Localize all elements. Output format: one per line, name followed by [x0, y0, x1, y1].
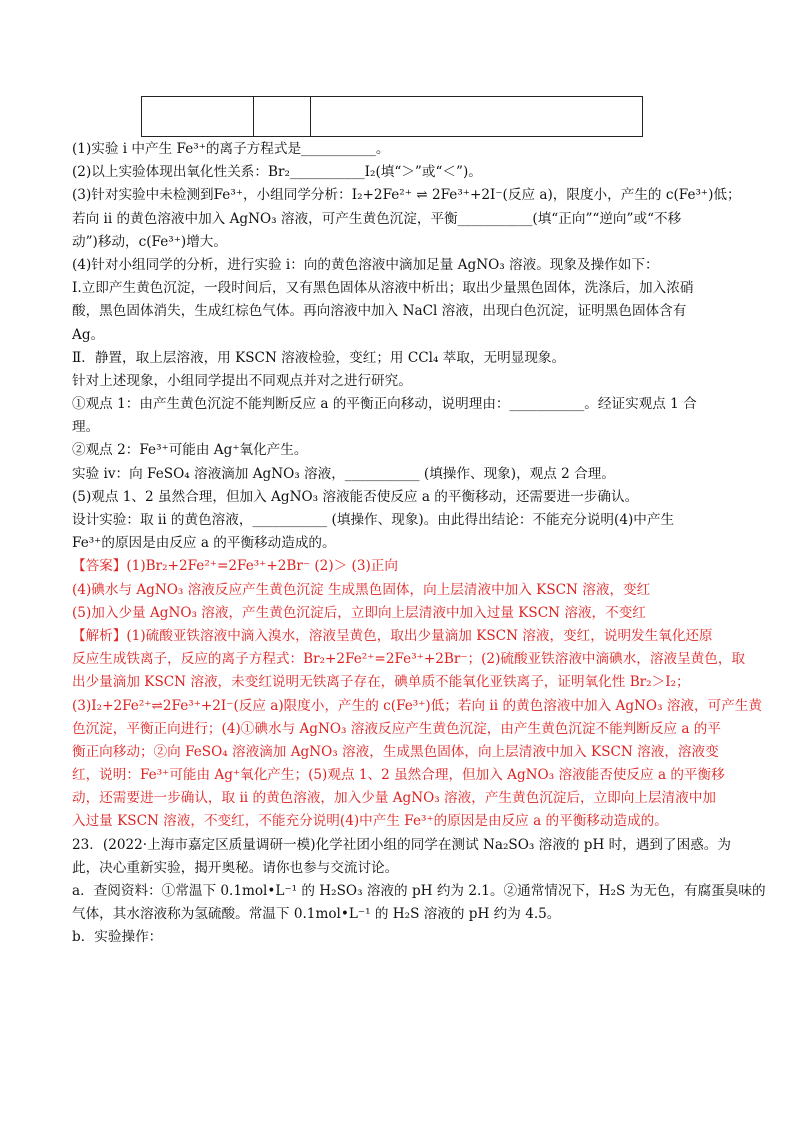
question-4-line: 理。 [72, 419, 100, 436]
question-23-line: b．实验操作： [72, 929, 163, 946]
question-23-line: 23．(2022·上海市嘉定区质量调研一模)化学社团小组的同学在测试 Na₂SO₃ 溶液的 pH 时，遇到了困惑。为 [72, 836, 731, 853]
analysis-line: 动，还需要进一步确认，取 ii 的黄色溶液，加入少量 AgNO₃ 溶液，产生黄色沉淀后，立即向上层清液中加 [72, 790, 716, 807]
table-cell [254, 97, 311, 136]
document-body [72, 138, 766, 950]
question-3-line: 动”)移动，c(Fe³⁺)增大。 [72, 233, 227, 250]
question-4-line: Ag。 [72, 326, 105, 343]
table-cell [311, 97, 642, 136]
question-3-line: 若向 ii 的黄色溶液中加入 AgNO₃ 溶液，可产生黄色沉淀，平衡___________(填“正向”“逆向”或“不移 [72, 210, 682, 227]
question-23-line: a．查阅资料：①常温下 0.1mol•L⁻¹ 的 H₂SO₃ 溶液的 pH 约为 2.1。②通常情况下，H₂S 为无色，有腐蛋臭味的 [72, 883, 766, 899]
question-4-line: 酸，黑色固体消失，生成红棕色气体。再向溶液中加入 NaCl 溶液，出现白色沉淀，证明黑色固体含有 [72, 303, 687, 320]
question-5-line: (5)观点 1、2 虽然合理，但加入 AgNO₃ 溶液能否使反应 a 的平衡移动，还需要进一步确认。 [72, 488, 639, 505]
question-23-line: 此，决心重新实验，揭开奥秘。请你也参与交流讨论。 [72, 859, 399, 876]
table-cell [142, 97, 254, 136]
question-23-line: 气体，其水溶液称为氢硫酸。常温下 0.1mol•L⁻¹ 的 H₂S 溶液的 pH 约为 4.5。 [72, 906, 561, 923]
question-4-line: ①观点 1：由产生黄色沉淀不能判断反应 a 的平衡正向移动，说明理由：___________。经证实观点 1 合 [72, 396, 697, 413]
answer-line: 【答案】(1)Br₂+2Fe²⁺=2Fe³⁺+2Br⁻ (2)＞ (3)正向 [72, 558, 398, 575]
question-4-line: 实验 iv：向 FeSO₄ 溶液滴加 AgNO₃ 溶液，___________ (填操作、现象)，观点 2 合理。 [72, 465, 615, 482]
question-3-line: (3)针对实验中未检测到Fe³⁺，小组同学分析：I₂+2Fe²⁺ ⇌ 2Fe³⁺+2I⁻(反应 a)，限度小，产生的 c(Fe³⁺)低； [72, 187, 741, 204]
question-5-line: 设计实验：取 ii 的黄色溶液，___________ (填操作、现象)。由此得出结论：不能充分说明(4)中产生 [72, 512, 675, 528]
table-fragment [141, 96, 643, 137]
question-4-line: (4)针对小组同学的分析，进行实验 i：向的黄色溶液中滴加足量 AgNO₃ 溶液。现象及操作如下： [72, 256, 659, 273]
question-4-line: 针对上述现象，小组同学提出不同观点并对之进行研究。 [72, 372, 412, 389]
question-5-line: Fe³⁺的原因是由反应 a 的平衡移动造成的。 [72, 535, 336, 552]
analysis-line: 衡正向移动；②向 FeSO₄ 溶液滴加 AgNO₃ 溶液，生成黑色固体，向上层清液中加入 KSCN 溶液，溶液变 [72, 743, 719, 760]
answer-line: (5)加入少量 AgNO₃ 溶液，产生黄色沉淀后，立即向上层清液中加入过量 KSCN 溶液，不变红 [72, 604, 646, 621]
analysis-line: 入过量 KSCN 溶液，不变红，不能充分说明(4)中产生 Fe³⁺的原因是由反应 a 的平衡移动造成的。 [72, 813, 668, 830]
analysis-line: 【解析】(1)硫酸亚铁溶液中滴入溴水，溶液呈黄色，取出少量滴加 KSCN 溶液，变红，说明发生氧化还原 [72, 627, 713, 644]
analysis-line: 出少量滴加 KSCN 溶液，未变红说明无铁离子存在，碘单质不能氧化亚铁离子，证明氧化性 Br₂＞I₂； [72, 674, 690, 691]
analysis-line: 反应生成铁离子，反应的离子方程式：Br₂+2Fe²⁺=2Fe³⁺+2Br⁻；(2)硫酸亚铁溶液中滴碘水，溶液呈黄色，取 [72, 651, 746, 668]
answer-line: (4)碘水与 AgNO₃ 溶液反应产生黄色沉淀 生成黑色固体，向上层清液中加入 KSCN 溶液，变红 [72, 581, 651, 598]
question-4-line: ②观点 2：Fe³⁺可能由 Ag⁺氧化产生。 [72, 442, 308, 459]
analysis-line: (3)I₂+2Fe²⁺⇌2Fe³⁺+2I⁻(反应 a)限度小，产生的 c(Fe³⁺)低；若向 ii 的黄色溶液中加入 AgNO₃ 溶液，可产生黄 [72, 697, 762, 714]
question-4-line: Ⅱ．静置，取上层溶液，用 KSCN 溶液检验，变红；用 CCl₄ 萃取，无明显现象。 [72, 349, 566, 366]
question-2-line: (2)以上实验体现出氧化性关系：Br₂___________I₂(填“＞”或“＜”)。 [72, 164, 482, 181]
question-1-line: (1)实验 i 中产生 Fe³⁺的离子方程式是___________。 [72, 141, 390, 157]
question-4-line: Ⅰ.立即产生黄色沉淀，一段时间后，又有黑色固体从溶液中析出；取出少量黑色固体，洗涤后，加入浓硝 [72, 280, 694, 297]
analysis-line: 红，说明：Fe³⁺可能由 Ag⁺氧化产生；(5)观点 1、2 虽然合理，但加入 AgNO₃ 溶液能否使反应 a 的平衡移 [72, 767, 725, 784]
analysis-line: 色沉淀，平衡正向进行；(4)①碘水与 AgNO₃ 溶液反应产生黄色沉淀，由产生黄色沉淀不能判断反应 a 的平 [72, 720, 721, 737]
